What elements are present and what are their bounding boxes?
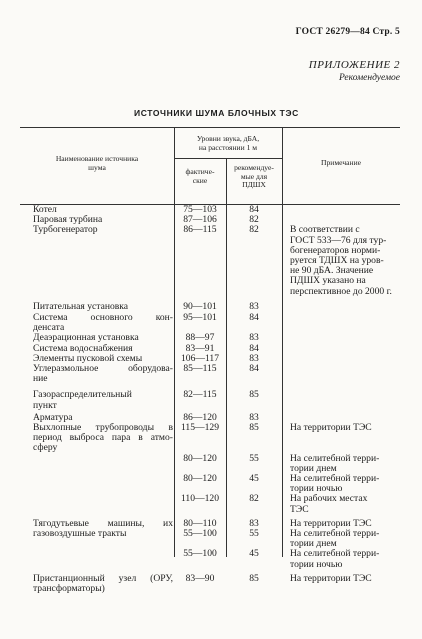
source-name-line: сферу	[33, 442, 58, 454]
actual-level	[174, 423, 226, 505]
actual-level-line: 83—90	[185, 572, 215, 584]
table-top-rule	[20, 127, 400, 128]
note	[290, 423, 397, 515]
recommended-level	[226, 364, 282, 374]
source-name-line: пункт	[33, 399, 57, 411]
note-line: тории ночью	[290, 483, 343, 495]
header-text: Наименование источника	[55, 154, 139, 163]
recommended-level-line: 85	[249, 422, 259, 433]
source-name	[33, 313, 173, 333]
note	[290, 225, 397, 296]
recommended-level-line: 45	[249, 472, 259, 484]
source-name-line: Котел	[33, 204, 57, 215]
table-row	[0, 390, 422, 410]
recommended-level-line: 85	[249, 389, 259, 401]
actual-level	[174, 313, 226, 323]
recommended-level-line: 55	[249, 452, 259, 464]
recommended-level	[226, 225, 282, 235]
recommended-level-line: 84	[249, 363, 259, 374]
source-name-line: Система водоснабжения	[33, 342, 133, 354]
source-name-line: газовоздушные тракты	[33, 527, 127, 539]
recommended-level-line	[226, 433, 282, 443]
source-name	[33, 302, 173, 312]
note-line: На селитебной терри-	[290, 527, 380, 539]
page-number: Стр. 5	[372, 27, 400, 37]
note-line: перспективное до 2000 г.	[290, 285, 392, 297]
source-name-line: Паровая турбина	[33, 214, 103, 226]
source-name-line: денсата	[33, 322, 65, 334]
table-row	[0, 519, 422, 570]
actual-level-line: 95—101	[183, 312, 217, 323]
note-line	[290, 433, 397, 443]
source-name	[33, 364, 173, 384]
recommended-level	[226, 423, 282, 505]
actual-level-line: 86—120	[183, 411, 217, 423]
note-line: ТЭС	[290, 503, 309, 515]
actual-level-line: 85—115	[183, 363, 217, 374]
standard-number: ГОСТ 26279—84	[295, 27, 370, 37]
recommended-level-line: 83	[249, 300, 259, 312]
note-line: На рабочих местах	[290, 493, 368, 505]
actual-level-line: 88—97	[185, 332, 215, 344]
header-text: мые для	[240, 171, 268, 181]
actual-level	[174, 574, 226, 584]
level-subheader-rule	[174, 158, 282, 159]
actual-level	[174, 302, 226, 312]
note-line: не 90 дБА. Значение	[290, 265, 374, 277]
recommended-level-line: 83	[249, 352, 259, 364]
recommended-level	[226, 313, 282, 323]
note-line: ГОСТ 533—76 для тур-	[290, 234, 387, 246]
recommended-level-line: 83	[249, 332, 259, 344]
recommended-level-line: 83	[249, 411, 259, 423]
recommended-level-line: 82	[249, 224, 259, 236]
appendix-title: ПРИЛОЖЕНИЕ 2	[308, 59, 400, 71]
source-name-line: Арматура	[33, 411, 73, 423]
actual-level-line: 115—129	[180, 422, 220, 433]
actual-level-line: 86—115	[183, 224, 217, 236]
recommended-level-line: 82	[249, 214, 259, 226]
recommended-level	[226, 390, 282, 400]
header-text: ПДШХ	[242, 180, 266, 189]
note-line: На селитебной терри-	[290, 472, 380, 484]
source-name-line: период выброса пара в атмо-	[33, 432, 173, 444]
column-header-note	[282, 159, 400, 168]
recommended-level-line: 84	[249, 342, 259, 354]
table-row	[0, 364, 422, 384]
source-name-line: Выхлопные трубопроводы в	[33, 422, 173, 433]
recommended-level-line: 45	[249, 548, 259, 560]
actual-level-line: 82—115	[183, 389, 217, 401]
note-line: тории днем	[290, 538, 337, 550]
source-name	[33, 423, 173, 454]
source-name-line: Питательная установка	[33, 300, 129, 312]
note-line: богенераторов норми-	[290, 244, 381, 256]
header-text: Уровни звука, дБА,	[196, 134, 260, 143]
recommended-level	[226, 574, 282, 584]
table-row	[0, 225, 422, 296]
source-name-line: Тягодутьевые машины, их	[33, 517, 173, 529]
page-header	[296, 27, 400, 37]
note-line: На территории ТЭС	[290, 517, 372, 529]
note-line: тории ночью	[290, 558, 343, 570]
source-name-line: Турбогенератор	[33, 224, 98, 236]
header-text: Примечание	[320, 158, 362, 167]
source-name-line: ние	[33, 373, 48, 385]
header-text: ские	[192, 175, 208, 185]
table-title: ИСТОЧНИКИ ШУМА БЛОЧНЫХ ТЭС	[134, 108, 299, 118]
recommended-level-line: 83	[249, 517, 259, 529]
column-header-name	[20, 155, 174, 172]
source-name-line: Деаэрационная установка	[33, 332, 139, 344]
table-row	[0, 574, 422, 594]
actual-level-line	[174, 433, 226, 443]
actual-level	[174, 225, 226, 235]
actual-level-line: 80—110	[183, 517, 217, 529]
note	[290, 519, 397, 570]
header-text: на расстоянии 1 м	[198, 142, 258, 152]
source-name-line: Газораспределительный	[33, 389, 132, 401]
recommended-level	[226, 302, 282, 312]
source-name	[33, 574, 173, 594]
actual-level-line: 90—101	[183, 300, 217, 312]
recommended-level-line: 55	[249, 527, 259, 539]
recommended-level-line: 82	[249, 493, 259, 505]
source-name	[33, 519, 173, 539]
source-name	[33, 225, 173, 235]
note-line: ПДШХ указано на	[290, 275, 366, 287]
recommended-level-line: 84	[249, 312, 259, 323]
column-header-actual	[174, 168, 226, 185]
actual-level	[174, 364, 226, 374]
source-name-line: трансформаторы)	[33, 582, 105, 594]
appendix-subtitle: Рекомендуемое	[338, 73, 400, 83]
recommended-level	[226, 519, 282, 560]
note-line: руется ТДШХ на уров-	[290, 254, 384, 266]
actual-level-line: 75—103	[183, 204, 217, 215]
note	[290, 574, 397, 584]
actual-level	[174, 390, 226, 400]
source-name-line: Элементы пусковой схемы	[33, 352, 143, 364]
actual-level	[174, 519, 226, 560]
note-line: тории днем	[290, 462, 337, 474]
note-line: В соответствии с	[290, 224, 360, 236]
note-line: На территории ТЭС	[290, 422, 372, 433]
source-name-line: Система основного кон-	[33, 312, 173, 323]
header-text: шума	[88, 162, 106, 172]
recommended-level-line: 84	[249, 204, 259, 215]
actual-level-line: 55—100	[183, 527, 217, 539]
actual-level-line: 106—117	[180, 352, 220, 364]
header-text: фактиче-	[185, 167, 215, 176]
source-name	[33, 390, 173, 410]
column-header-levels	[174, 135, 282, 152]
recommended-level-line: 85	[249, 572, 259, 584]
actual-level-line: 83—91	[185, 342, 215, 354]
note-line: На селитебной терри-	[290, 548, 380, 560]
note-line: На территории ТЭС	[290, 572, 372, 584]
actual-level-line: 110—120	[180, 493, 220, 505]
source-name-line: Углеразмольное оборудова-	[33, 363, 173, 374]
note-line: На селитебной терри-	[290, 452, 380, 464]
table-row	[0, 423, 422, 515]
table-row	[0, 313, 422, 333]
column-header-recommended	[226, 164, 282, 190]
actual-level-line: 55—100	[183, 548, 217, 560]
actual-level-line: 80—120	[183, 452, 217, 464]
table-row	[0, 302, 422, 312]
actual-level-line: 80—120	[183, 472, 217, 484]
actual-level-line: 87—106	[183, 214, 217, 226]
header-text: рекомендуе-	[234, 163, 274, 172]
source-name-line: Пристанционный узел (ОРУ,	[33, 572, 173, 584]
